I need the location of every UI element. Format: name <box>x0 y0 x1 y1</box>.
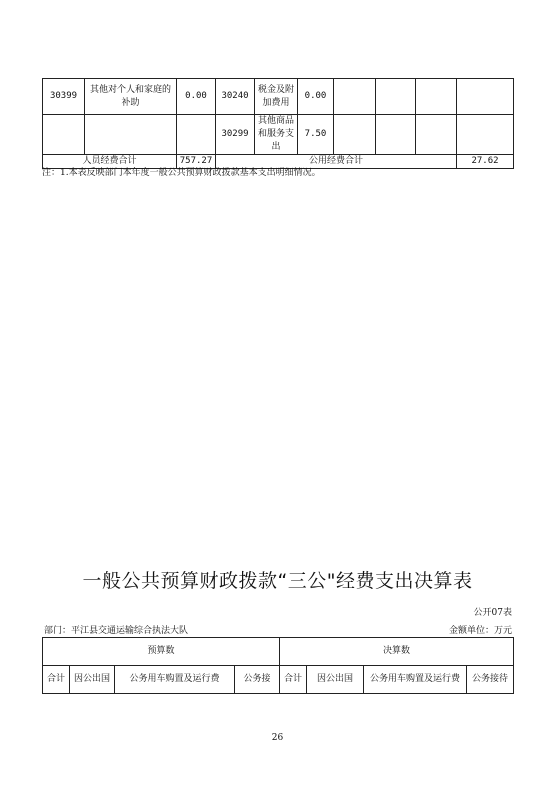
column-header: 公务用车购置及运行费 <box>115 666 235 694</box>
amount-cell: 0.00 <box>177 79 216 115</box>
amount-cell: 0.00 <box>298 79 334 115</box>
budget-header: 预算数 <box>43 638 280 666</box>
public-total-label: 公用经费合计 <box>216 155 457 169</box>
table-note: 注：1.本表反映部门本年度一般公共预算财政拨款基本支出明细情况。 <box>42 168 321 178</box>
column-header: 公务接待 <box>467 666 514 694</box>
empty-cell <box>177 115 216 155</box>
econ-name-cell: 其他商品和服务支出 <box>255 115 298 155</box>
basic-expenditure-table <box>42 78 514 169</box>
amount-cell: 7.50 <box>298 115 334 155</box>
empty-cell <box>334 115 376 155</box>
empty-cell <box>85 115 177 155</box>
empty-cell <box>43 115 85 155</box>
form-number: 公开07表 <box>473 608 512 618</box>
econ-code-cell: 30240 <box>216 79 255 115</box>
empty-cell <box>416 79 457 115</box>
page-title: 一般公共预算财政拨款“三公"经费支出决算表 <box>82 570 473 592</box>
unit-label: 金额单位：万元 <box>448 626 512 636</box>
empty-cell <box>457 79 514 115</box>
column-header: 因公出国 <box>307 666 364 694</box>
empty-cell <box>376 115 416 155</box>
page-number: 26 <box>271 733 284 743</box>
personnel-total-value: 757.27 <box>177 155 216 169</box>
table-row <box>43 79 514 115</box>
column-header: 公务用车购置及运行费 <box>364 666 467 694</box>
econ-name-cell: 其他对个人和家庭的补助 <box>85 79 177 115</box>
table-row <box>43 115 514 155</box>
column-header: 公务接 <box>235 666 280 694</box>
econ-code-cell: 30299 <box>216 115 255 155</box>
empty-cell <box>334 79 376 115</box>
table-header-row <box>43 638 514 666</box>
column-header: 因公出国 <box>70 666 115 694</box>
public-total-value: 27.62 <box>457 155 514 169</box>
three-public-expense-table <box>42 637 514 694</box>
empty-cell <box>416 115 457 155</box>
personnel-total-label: 人员经费合计 <box>43 155 177 169</box>
department-label: 部门：平江县交通运输综合执法大队 <box>44 626 189 636</box>
econ-code-cell: 30399 <box>43 79 85 115</box>
empty-cell <box>457 115 514 155</box>
empty-cell <box>376 79 416 115</box>
column-header: 合计 <box>280 666 307 694</box>
column-header: 合计 <box>43 666 70 694</box>
econ-name-cell: 税金及附加费用 <box>255 79 298 115</box>
table-subheader-row <box>43 666 514 694</box>
final-header: 决算数 <box>280 638 514 666</box>
